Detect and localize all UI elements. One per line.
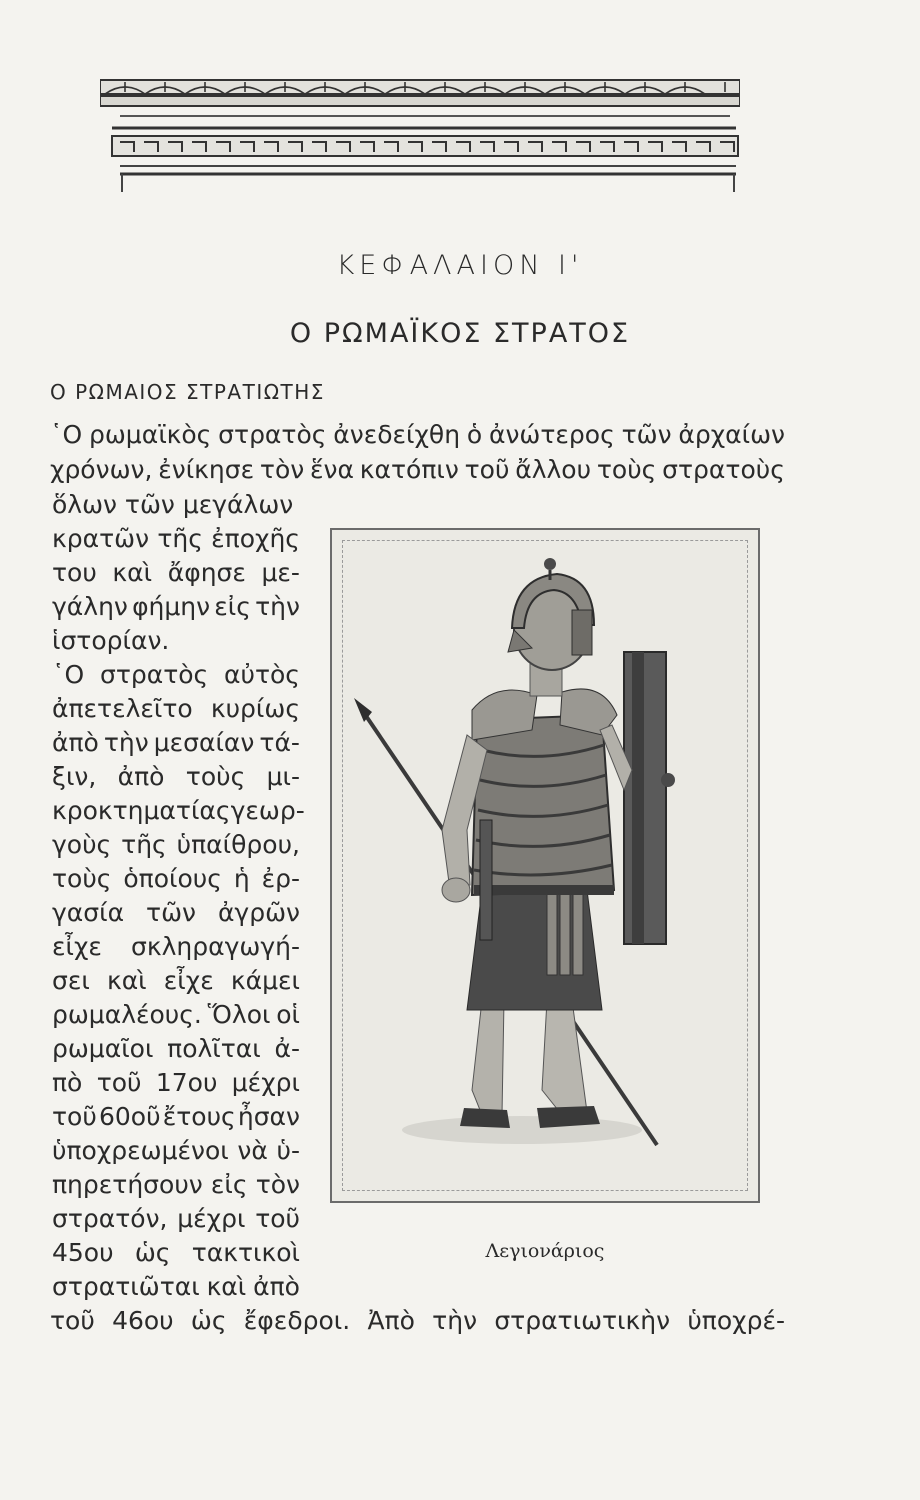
text-line: του καὶ ἄφησε με-: [52, 558, 300, 587]
text-line: ρωμαλέους. Ὅλοι οἱ: [52, 1000, 300, 1029]
text-line: στρατόν, μέχρι τοῦ: [52, 1204, 300, 1233]
illustration-caption: Λεγιονάριος: [485, 1240, 605, 1262]
legionary-illustration: [330, 528, 760, 1203]
text-line: ῾Ο στρατὸς αὐτὸς: [52, 660, 300, 689]
text-line: σει καὶ εἶχε κάμει: [52, 966, 300, 995]
text-line: ὑποχρεωμένοι νὰ ὑ-: [52, 1136, 300, 1165]
text-line: χρόνων, ἐνίκησε τὸν ἕνα κατόπιν τοῦ ἄλλου τοὺς στρατοὺς: [50, 455, 785, 484]
text-line: τοῦ 46ου ὡς ἔφεδροι. Ἀπὸ τὴν στρατιωτικὴν ὑποχρέ-: [50, 1306, 785, 1335]
text-line: ξιν, ἀπὸ τοὺς μι-: [52, 762, 300, 791]
text-line: πὸ τοῦ 17ου μέχρι: [52, 1068, 300, 1097]
section-heading: Ο ΡΩΜΑΙΟΣ ΣΤΡΑΤΙΩΤΗΣ: [50, 380, 325, 404]
text-line: ἱστορίαν.: [52, 626, 170, 655]
chapter-title: Ο ΡΩΜΑΪΚΟΣ ΣΤΡΑΤΟΣ: [289, 318, 631, 349]
text-line: γάλην φήμην εἰς τὴν: [52, 592, 300, 621]
text-line: ῾Ο ρωμαϊκὸς στρατὸς ἀνεδείχθη ὁ ἀνώτερος τῶν ἀρχαίων: [50, 420, 785, 449]
text-line: γοὺς τῆς ὑπαίθρου,: [52, 830, 300, 859]
legionary-drawing: [332, 530, 762, 1205]
text-line: εἶχε σκληραγωγή-: [52, 932, 300, 961]
text-line: στρατιῶται καὶ ἀπὸ: [52, 1272, 300, 1301]
text-line: πηρετήσουν εἰς τὸν: [52, 1170, 300, 1199]
text-line: κροκτηματίας γεωρ-: [52, 796, 305, 825]
text-line: τοὺς ὁποίους ἡ ἐρ-: [52, 864, 300, 893]
text-line: γασία τῶν ἀγρῶν: [52, 898, 300, 927]
ornamental-frieze: [100, 72, 740, 194]
chapter-heading: ΚΕΦΑΛΑΙΟΝ Ι': [336, 250, 584, 281]
text-line: ἀπὸ τὴν μεσαίαν τά-: [52, 728, 300, 757]
text-line: 45ου ὡς τακτικοὶ: [52, 1238, 300, 1267]
text-line: κρατῶν τῆς ἐποχῆς: [52, 524, 300, 553]
text-line: ἀπετελεῖτο κυρίως: [52, 694, 300, 723]
text-line: τοῦ 60οῦ ἔτους ἦσαν: [52, 1102, 300, 1131]
text-line: ὅλων τῶν μεγάλων: [52, 490, 294, 519]
text-line: ρωμαῖοι πολῖται ἀ-: [52, 1034, 300, 1063]
